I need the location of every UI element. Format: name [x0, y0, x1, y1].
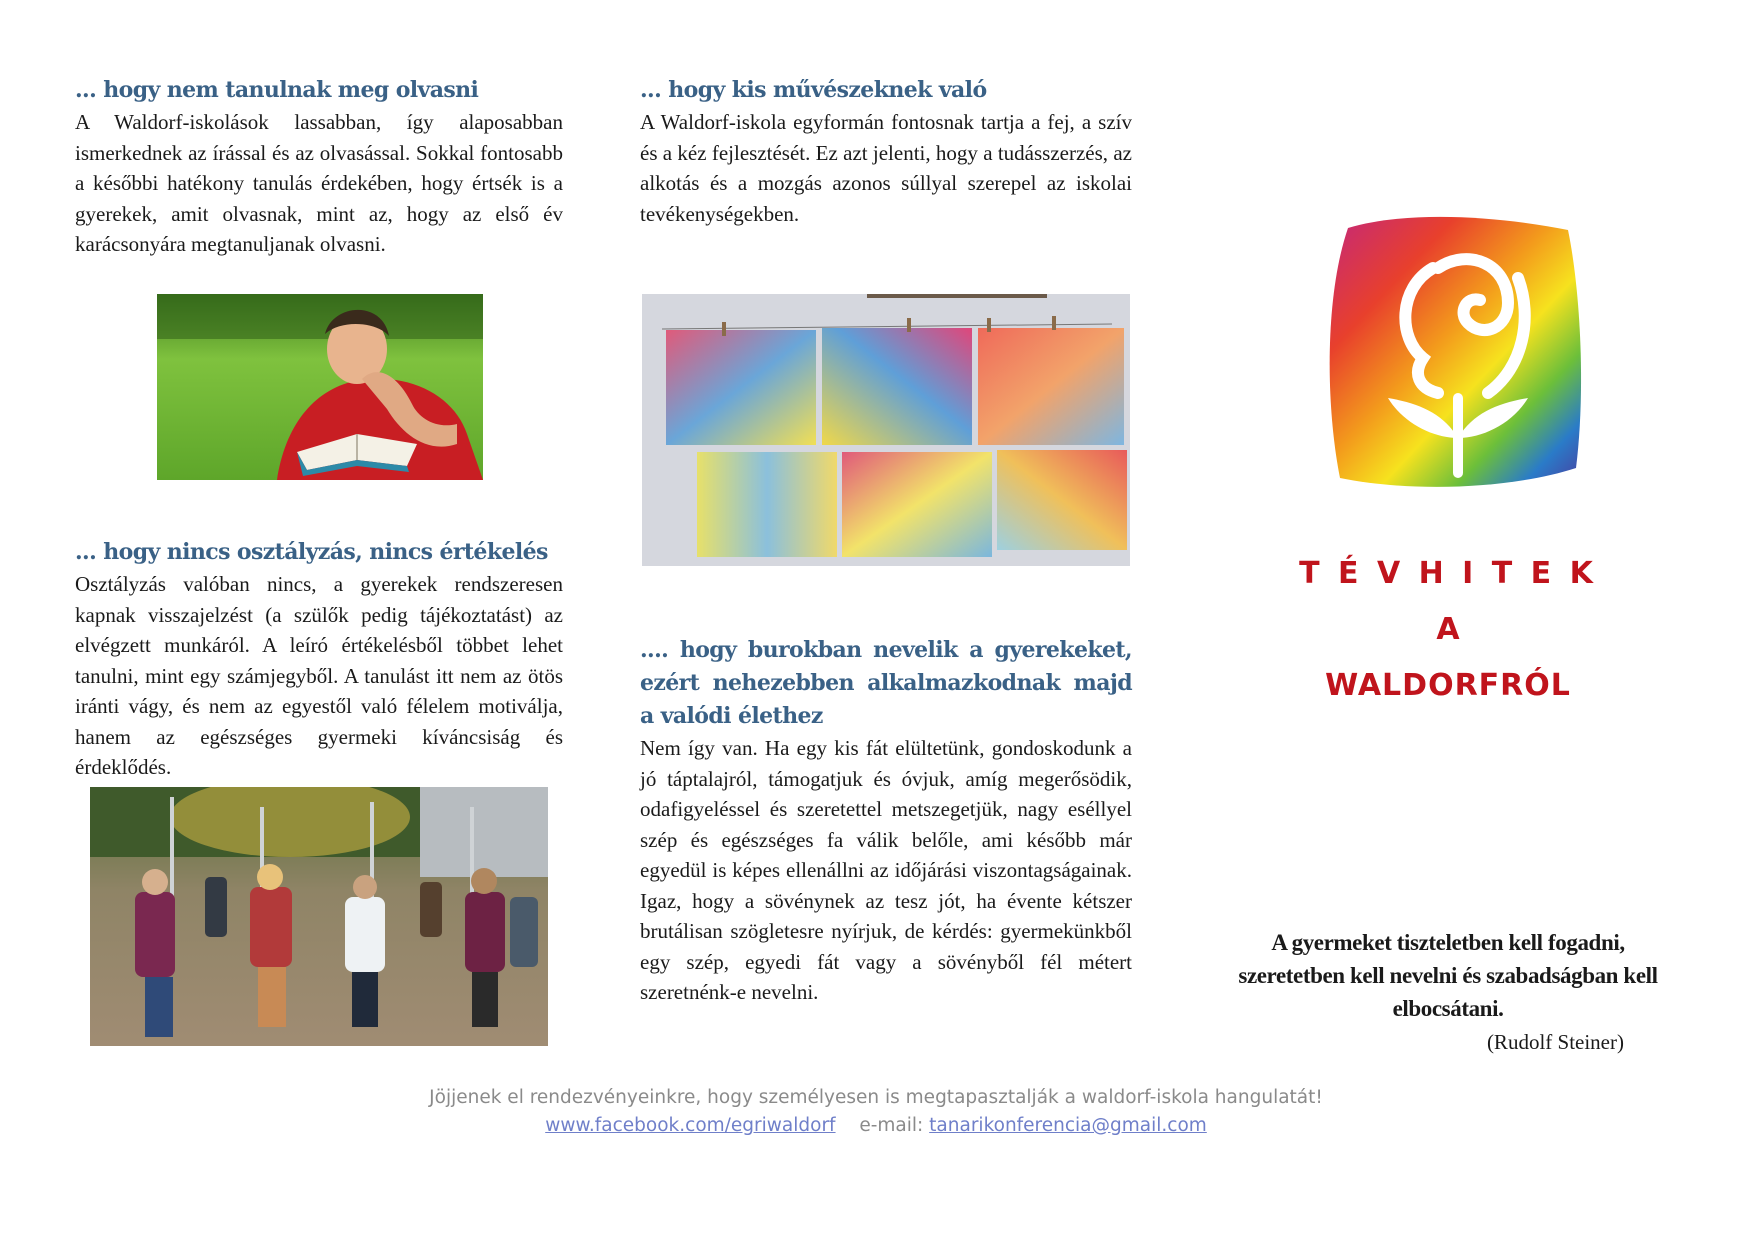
section-heading: ... hogy nincs osztályzás, nincs értékelés — [75, 539, 548, 565]
email-link[interactable]: tanarikonferencia@gmail.com — [929, 1115, 1207, 1136]
section-sheltered — [640, 634, 1132, 1008]
section-reading — [75, 74, 563, 260]
email-label: e-mail: — [859, 1115, 924, 1136]
waldorf-logo — [1318, 208, 1588, 498]
section-art — [640, 74, 1132, 229]
section-heading: ... hogy nem tanulnak meg olvasni — [75, 77, 479, 103]
section-body: Nem így van. Ha egy kis fát elültetünk, gondoskodunk a jó táptalajról, támogatjuk és óvjuk, amíg megerősödik, odafigyeléssel és szeretettel metszegetjük, nagy eséllyel szép és egészséges fa válik belőle, ami később már egyedül is képes ellenállni az időjárási viszontagságainak. Igaz, hogy a sövénynek az tesz jót, ha évente kétszer brutálisan szögletesre nyírjuk, de kérdés: gyermekünkből egy szép, egyedi fát vagy a sövényből fél métert szeretnénk-e nevelni. — [640, 736, 1132, 1004]
section-body: A Waldorf-iskolások lassabban, így alaposabban ismerkednek az írással és az olvasással. Sokkal fontosabb a későbbi hatékony tanulás érdekében, hogy értsék is a gyerekek, amit olvasnak, mint az, hogy az első év karácsonyára megtanuljanak olvasni. — [75, 110, 563, 256]
footer-contacts — [0, 1115, 1752, 1136]
section-heading: ... hogy kis művészeknek való — [640, 77, 987, 103]
steiner-quote: A gyermeket tiszteletben kell fogadni, szeretetben kell nevelni és szabadságban kell elbocsátani. — [1238, 930, 1658, 1021]
boy-reading-photo — [157, 294, 483, 480]
section-body: Osztályzás valóban nincs, a gyerekek rendszeresen kapnak visszajelzést (a szülők pedig tájékoztatást) az elvégzett munkáról. A leíró értékelésből többet lehet tanulni, mint egy számjegyből. A tanulást itt nem az ötös iránti vágy, és nem az egyestől való félelem motiválja, hanem az egészséges gyermeki kíváncsiság és érdeklődés. — [75, 572, 563, 779]
section-body: A Waldorf-iskola egyformán fontosnak tartja a fej, a szív és a kéz fejlesztését. Ez azt jelenti, hogy a tudásszerzés, az alkotás és a mozgás azonos súllyal szerepel az iskolai tevékenységekben. — [640, 110, 1132, 226]
cover-title-line-3: WALDORFRÓL — [1325, 668, 1571, 703]
quote-author: (Rudolf Steiner) — [1486, 1030, 1624, 1054]
cover-title-line-1: T É V H I T E K — [1299, 556, 1597, 591]
section-heading: .... hogy burokban nevelik a gyerekeket, ezért nehezebben alkalmazkodnak majd a valódi élethez — [640, 637, 1132, 729]
facebook-link[interactable]: www.facebook.com/egriwaldorf — [545, 1115, 836, 1136]
cover-title-line-2: A — [1436, 612, 1460, 647]
watercolor-paintings-photo — [642, 294, 1130, 566]
schoolyard-photo — [90, 787, 548, 1046]
section-grading — [75, 536, 563, 783]
footer-invitation: Jöjjenek el rendezvényeinkre, hogy személyesen is megtapasztalják a waldorf-iskola hangulatát! — [429, 1087, 1323, 1108]
